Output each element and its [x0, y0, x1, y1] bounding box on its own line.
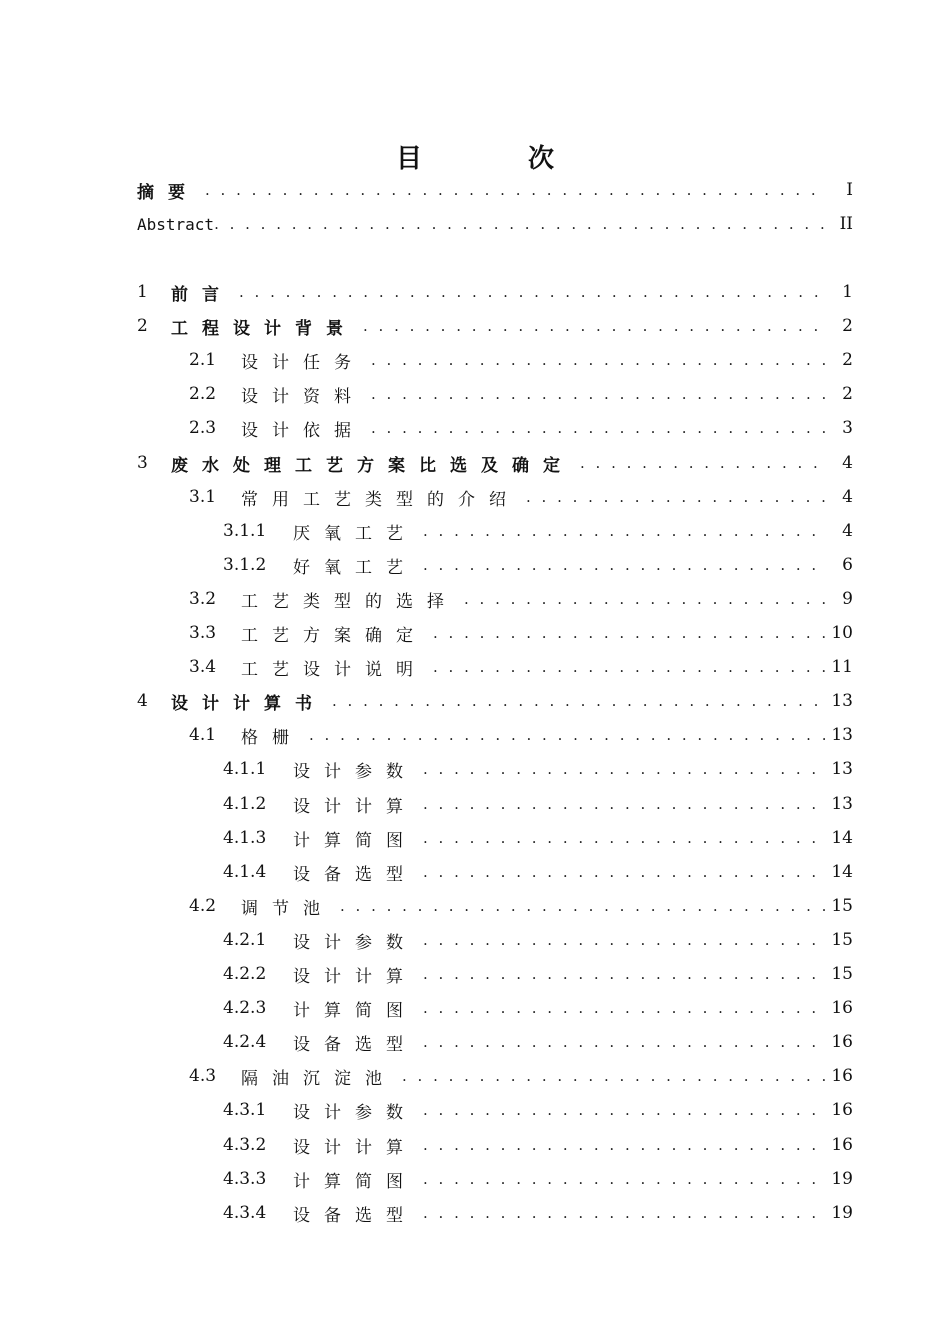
toc-entry-label: 摘要: [137, 182, 199, 203]
toc-entry-label: 设计依据: [241, 420, 365, 441]
toc-entry-number: 3.1.2: [223, 555, 267, 575]
toc-entry-label: 计算简图: [293, 1000, 417, 1021]
dot-leader: [402, 1067, 825, 1085]
toc-entry-abstract-en[interactable]: [137, 212, 853, 236]
toc-entry-page: 3: [842, 418, 853, 438]
toc-entry[interactable]: [137, 689, 853, 713]
toc-entry-label: 设计参数: [293, 1102, 417, 1123]
toc-entry-label: 废水处理工艺方案比选及确定: [171, 455, 574, 476]
toc-entry-page: 19: [831, 1169, 853, 1189]
toc-entry-label: 工艺类型的选择: [241, 591, 458, 612]
toc-entry-page: 13: [831, 759, 853, 779]
toc-entry-number: 4.2: [189, 896, 217, 916]
toc-entry-page: 13: [831, 691, 853, 711]
toc-entry[interactable]: [189, 655, 853, 679]
dot-leader: [423, 1204, 825, 1222]
dot-leader: [332, 692, 825, 710]
toc-entry[interactable]: [223, 962, 853, 986]
toc-entry-number: 3.1.1: [223, 521, 267, 541]
dot-leader: [423, 556, 827, 574]
toc-entry-page: 6: [842, 555, 853, 575]
dot-leader: [371, 385, 827, 403]
dot-leader: [214, 215, 827, 233]
toc-entry[interactable]: [223, 996, 853, 1020]
toc-entry-page: 15: [831, 930, 853, 950]
toc-entry-page: 2: [842, 384, 853, 404]
toc-entry-page: 4: [842, 521, 853, 541]
toc-entry-label: 隔油沉淀池: [241, 1068, 396, 1089]
dot-leader: [423, 965, 825, 983]
toc-entry-number: 4.2.2: [223, 964, 267, 984]
toc-entry-label: 厌氧工艺: [293, 523, 417, 544]
dot-leader: [423, 829, 825, 847]
toc-entry-number: 3.2: [189, 589, 217, 609]
toc-entry-label: 好氧工艺: [293, 557, 417, 578]
dot-leader: [340, 897, 825, 915]
toc-entry-number: 4.1.3: [223, 828, 267, 848]
toc-entry-number: 2.2: [189, 384, 217, 404]
dot-leader: [526, 488, 827, 506]
toc-entry-page: 2: [842, 316, 853, 336]
dot-leader: [423, 760, 825, 778]
dot-leader: [423, 522, 827, 540]
toc-entry-number: 4.3.4: [223, 1203, 267, 1223]
dot-leader: [580, 454, 827, 472]
toc-entry-label: 设备选型: [293, 1034, 417, 1055]
toc-entry-abstract-cn[interactable]: [137, 178, 853, 202]
toc-entry-number: 4.3.2: [223, 1135, 267, 1155]
toc-entry-label: 设计计算书: [171, 693, 326, 714]
toc-entry-number: 4.3: [189, 1066, 217, 1086]
toc-entry-number: 2.1: [189, 350, 217, 370]
toc-entry-page: 16: [831, 998, 853, 1018]
dot-leader: [423, 795, 825, 813]
toc-entry-label: 工程设计背景: [171, 318, 357, 339]
toc-entry-page: 13: [831, 794, 853, 814]
toc-entry[interactable]: [137, 280, 853, 304]
toc-entry-label: 设备选型: [293, 1205, 417, 1226]
toc-entry[interactable]: [189, 587, 853, 611]
toc-entry-number: 2: [137, 316, 148, 336]
toc-entry-page: 16: [831, 1066, 853, 1086]
toc-entry[interactable]: [189, 485, 853, 509]
toc-entry-label: 常用工艺类型的介绍: [241, 489, 520, 510]
dot-leader: [423, 1101, 825, 1119]
toc-entry[interactable]: [189, 1064, 853, 1088]
toc-entry-label: 设计参数: [293, 761, 417, 782]
toc-entry[interactable]: [223, 826, 853, 850]
toc-entry[interactable]: [137, 314, 853, 338]
dot-leader: [423, 1033, 825, 1051]
toc-entry-label: 设计计算: [293, 796, 417, 817]
dot-leader: [433, 658, 825, 676]
toc-entry[interactable]: [223, 519, 853, 543]
toc-entry-number: 1: [137, 282, 148, 302]
dot-leader: [433, 624, 825, 642]
toc-entry[interactable]: [189, 382, 853, 406]
toc-entry-label: 设计资料: [241, 386, 365, 407]
dot-leader: [423, 931, 825, 949]
toc-entry-label: 计算简图: [293, 1171, 417, 1192]
toc-entry-number: 4: [137, 691, 148, 711]
toc-entry-number: 4.2.4: [223, 1032, 267, 1052]
toc-entry-number: 2.3: [189, 418, 217, 438]
toc-entry-page: 11: [831, 657, 853, 677]
toc-entry-number: 4.2.1: [223, 930, 267, 950]
dot-leader: [423, 1136, 825, 1154]
toc-entry-label: 前言: [171, 284, 233, 305]
toc-entry-page: I: [846, 180, 853, 200]
toc-entry[interactable]: [223, 1201, 853, 1225]
toc-entry-page: 4: [842, 487, 853, 507]
toc-entry[interactable]: [223, 928, 853, 952]
toc-entry[interactable]: [223, 860, 853, 884]
toc-entry[interactable]: [189, 621, 853, 645]
toc-entry[interactable]: [223, 1098, 853, 1122]
toc-entry[interactable]: [137, 451, 853, 475]
toc-entry-label: 调节池: [241, 898, 334, 919]
toc-entry-label: 设备选型: [293, 864, 417, 885]
toc-entry-page: 2: [842, 350, 853, 370]
toc-entry[interactable]: [223, 792, 853, 816]
toc-entry-page: 15: [831, 896, 853, 916]
toc-entry[interactable]: [223, 1030, 853, 1054]
toc-entry-number: 3.3: [189, 623, 217, 643]
toc-entry-page: 14: [831, 828, 853, 848]
dot-leader: [371, 419, 827, 437]
toc-entry-page: 19: [831, 1203, 853, 1223]
toc-entry[interactable]: [189, 416, 853, 440]
page-title: 目 次: [395, 144, 594, 174]
toc-entry-page: 16: [831, 1135, 853, 1155]
toc-entry-number: 3.1: [189, 487, 217, 507]
toc-entry-page: 16: [831, 1100, 853, 1120]
toc-entry-label: 设计计算: [293, 966, 417, 987]
toc-entry[interactable]: [189, 894, 853, 918]
toc-entry[interactable]: [189, 723, 853, 747]
dot-leader: [371, 351, 827, 369]
toc-entry-page: 4: [842, 453, 853, 473]
toc-entry-label: 设计任务: [241, 352, 365, 373]
toc-entry-number: 3: [137, 453, 148, 473]
toc-entry-label: 工艺方案确定: [241, 625, 427, 646]
toc-entry-label: Abstract: [137, 214, 215, 234]
toc-entry-number: 3.4: [189, 657, 217, 677]
toc-entry-number: 4.1.4: [223, 862, 267, 882]
toc-entry-number: 4.3.3: [223, 1169, 267, 1189]
toc-entry-page: 14: [831, 862, 853, 882]
toc-entry-label: 设计计算: [293, 1137, 417, 1158]
toc-entry-number: 4.1.2: [223, 794, 267, 814]
toc-entry-page: 15: [831, 964, 853, 984]
dot-leader: [309, 726, 825, 744]
toc-entry-page: II: [839, 214, 853, 234]
toc-entry-number: 4.1: [189, 725, 217, 745]
toc-entry-number: 4.3.1: [223, 1100, 267, 1120]
toc-entry-label: 设计参数: [293, 932, 417, 953]
toc-entry-number: 4.1.1: [223, 759, 267, 779]
toc-entry-label: 计算简图: [293, 830, 417, 851]
dot-leader: [423, 863, 825, 881]
toc-entry[interactable]: [189, 348, 853, 372]
dot-leader: [423, 1170, 825, 1188]
dot-leader: [205, 181, 827, 199]
toc-entry-page: 16: [831, 1032, 853, 1052]
toc-entry-label: 格栅: [241, 727, 303, 748]
dot-leader: [239, 283, 827, 301]
toc-entry[interactable]: [223, 757, 853, 781]
toc-entry[interactable]: [223, 1133, 853, 1157]
dot-leader: [423, 999, 825, 1017]
toc-entry-page: 1: [842, 282, 853, 302]
toc-entry-page: 13: [831, 725, 853, 745]
toc-entry-number: 4.2.3: [223, 998, 267, 1018]
toc-entry[interactable]: [223, 553, 853, 577]
toc-entry[interactable]: [223, 1167, 853, 1191]
dot-leader: [363, 317, 827, 335]
dot-leader: [464, 590, 827, 608]
toc-entry-label: 工艺设计说明: [241, 659, 427, 680]
toc-entry-page: 9: [842, 589, 853, 609]
toc-entry-page: 10: [831, 623, 853, 643]
